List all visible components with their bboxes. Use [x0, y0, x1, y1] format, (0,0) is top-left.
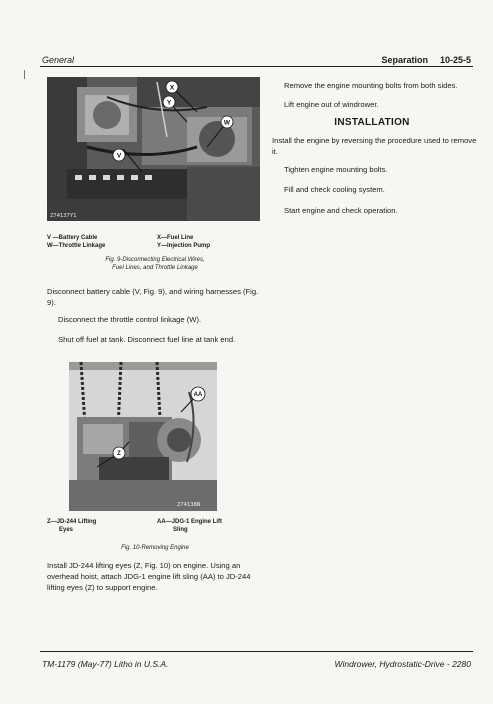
- footer-product: Windrower, Hydrostatic-Drive - 2280: [334, 659, 471, 669]
- caption-x: X—Fuel Line: [157, 235, 194, 241]
- callout-v: V: [116, 152, 122, 160]
- callout-w: W: [223, 119, 231, 127]
- figure-10-title: Fig. 10-Removing Engine: [121, 545, 189, 551]
- paragraph-disconnect-throttle: Disconnect the throttle control linkage (W).: [58, 315, 202, 324]
- caption-w: W—Throttle Linkage: [47, 242, 106, 249]
- figure-9-captions-left: [47, 235, 105, 250]
- paragraph-disconnect-battery: Disconnect battery cable (V, Fig. 9), and wiring harnesses (Fig. 9).: [47, 287, 259, 307]
- figure-10-caption-right: AA—JDG-1 Engine Lift Sling: [157, 519, 223, 533]
- figure-9-captions-right: [157, 235, 210, 250]
- photo-code: Z74138N: [177, 502, 201, 508]
- page-number: 10-25-5: [439, 55, 471, 65]
- callout-y: Y: [166, 99, 172, 107]
- caption-v: V —Battery Cable: [47, 235, 98, 241]
- footer-rule: [40, 651, 473, 652]
- photo-code: Z74137Y1: [50, 213, 77, 219]
- paragraph-start-engine: Start engine and check operation.: [284, 206, 398, 215]
- figure-9-photo: [47, 77, 260, 221]
- paragraph-lift-engine: Lift engine out of windrower.: [284, 100, 379, 109]
- caption-y: Y—Injection Pump: [157, 242, 211, 249]
- margin-mark: [24, 70, 28, 79]
- figure-10-caption-left: Z—JD-244 Lifting Eyes: [47, 519, 97, 533]
- paragraph-shut-off-fuel: Shut off fuel at tank. Disconnect fuel line at tank end.: [58, 335, 236, 344]
- paragraph-remove-bolts: Remove the engine mounting bolts from both sides.: [284, 81, 458, 90]
- figure-10-photo: [69, 362, 217, 511]
- footer-manual-id: TM-1179 (May-77) Litho in U.S.A.: [42, 659, 169, 669]
- figure-9-title: Fig. 9-Disconnecting Electrical Wires, Fuel Lines, and Throttle Linkage: [105, 257, 205, 271]
- topic-label: Separation: [381, 55, 428, 65]
- paragraph-tighten-bolts: Tighten engine mounting bolts.: [284, 165, 388, 174]
- callout-aa: AA: [193, 392, 203, 399]
- section-label: General: [42, 55, 75, 65]
- header-rule: [40, 66, 473, 67]
- installation-heading: INSTALLATION: [334, 117, 410, 128]
- paragraph-fill-cooling: Fill and check cooling system.: [284, 185, 385, 194]
- page-reference: [381, 55, 471, 65]
- paragraph-install-lifting-eyes: Install JD-244 lifting eyes (Z, Fig. 10) on engine. Using an overhead hoist, attach JDG-1 engine lift sling (AA) to JD-244 lifting eyes (Z) to support engine.: [47, 561, 251, 592]
- paragraph-install-engine: Install the engine by reversing the procedure used to remove it.: [272, 136, 477, 156]
- callout-z: Z: [117, 451, 121, 458]
- callout-x: X: [169, 84, 175, 92]
